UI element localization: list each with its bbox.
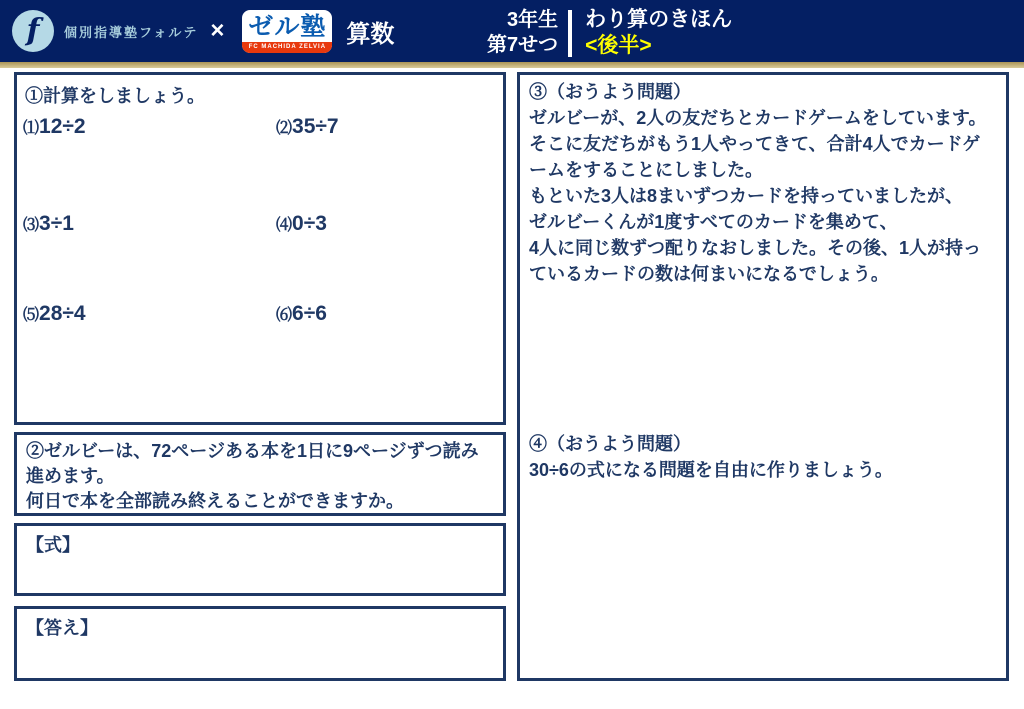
zeljuku-club-name: FC MACHIDA ZELVIA [242, 42, 332, 53]
forte-logo-icon [12, 10, 54, 52]
calc-item-expression: 0÷3 [292, 212, 327, 235]
q3-line: ゼルビーが、2人の友だちとカードゲームをしています。 [529, 108, 987, 128]
calc-item [23, 212, 74, 236]
grade-session-block [487, 8, 558, 58]
zeljuku-logo [242, 10, 332, 53]
q4-heading: ④（おうよう問題） [529, 434, 691, 454]
calc-item [23, 115, 86, 139]
calc-item [276, 302, 327, 326]
q3-line: ームをすることにしました。 [529, 160, 763, 180]
calc-item [276, 115, 339, 139]
formula-answer-box [14, 523, 506, 596]
q4-text [529, 431, 893, 483]
calc-item-label: ⑷ [276, 217, 293, 234]
lesson-info-group [487, 7, 732, 59]
q3-line: もといた3人は8まいずつカードを持っていましたが、 [529, 186, 964, 206]
calc-item-label: ⑴ [23, 120, 40, 137]
q3-heading: ③（おうよう問題） [529, 82, 691, 102]
section-q3-q4-application [517, 72, 1009, 681]
section-q1-calculations [14, 72, 506, 425]
session-label: 第7せつ [487, 34, 559, 56]
subject-label: 算数 [346, 20, 395, 48]
collaboration-cross-icon: × [210, 17, 225, 44]
unit-title-block [585, 7, 732, 59]
calc-item-label: ⑹ [276, 307, 293, 324]
zeljuku-logo-text: ゼル塾 [248, 12, 327, 41]
answer-box [14, 606, 506, 681]
q1-heading: ①計算をしましょう。 [25, 86, 205, 106]
q2-text [17, 435, 503, 518]
forte-logo-letter: f [26, 13, 40, 48]
calc-item-expression: 6÷6 [292, 302, 327, 325]
calc-item [276, 212, 327, 236]
grade-label: 3年生 [507, 9, 559, 31]
forte-school-name: 個別指導塾フォルテ [64, 24, 199, 40]
q3-line: 4人に同じ数ずつ配りなおしました。その後、1人が持っ [529, 238, 982, 258]
gold-accent-band [0, 62, 1024, 68]
calc-item-expression: 35÷7 [292, 115, 339, 138]
calc-item-expression: 12÷2 [39, 115, 86, 138]
q4-line: 30÷6の式になる問題を自由に作りましょう。 [529, 460, 893, 480]
q3-line: ているカードの数は何まいになるでしょう。 [529, 264, 889, 284]
q3-text [520, 75, 1006, 291]
calc-item [23, 302, 86, 326]
unit-subtitle: <後半> [585, 34, 652, 57]
calc-item-label: ⑸ [23, 307, 40, 324]
formula-label: 【式】 [26, 535, 80, 555]
calc-item-label: ⑶ [23, 217, 40, 234]
q2-line: 進めます。 [26, 466, 115, 486]
header-divider [568, 10, 572, 57]
calc-item-label: ⑵ [276, 120, 293, 137]
q3-line: そこに友だちがもう1人やってきて、合計4人でカードゲ [529, 134, 981, 154]
header-bar [0, 0, 1024, 62]
calc-item-expression: 28÷4 [39, 302, 86, 325]
section-q2-word-problem [14, 432, 506, 516]
q2-line: ②ゼルビーは、72ページある本を1日に9ページずつ読み [26, 441, 479, 461]
answer-label: 【答え】 [26, 618, 98, 638]
calc-item-expression: 3÷1 [39, 212, 74, 235]
unit-title: わり算のきほん [585, 8, 733, 31]
q3-line: ゼルビーくんが1度すべてのカードを集めて、 [529, 212, 898, 232]
q2-line: 何日で本を全部読み終えることができますか。 [26, 491, 404, 511]
